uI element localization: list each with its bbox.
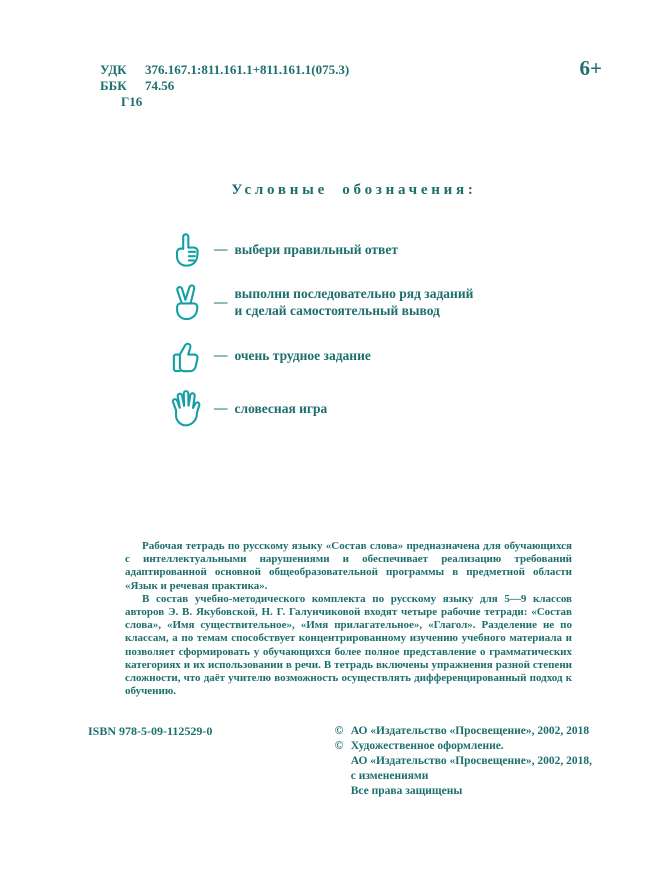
thumbs-up-hand-icon <box>168 335 212 375</box>
copyright-text: с изменениями <box>350 770 429 783</box>
copyright-line <box>335 739 592 754</box>
bbk-label: ББК <box>100 78 127 93</box>
legend-dash: — <box>214 294 228 309</box>
legend-label-line2: и сделай самостоятельный вывод <box>234 303 440 318</box>
book-author-code: Г16 <box>121 94 143 109</box>
bbk-value: 74.56 <box>145 78 175 93</box>
copyright-symbol: © <box>334 725 344 738</box>
annotation-paragraph: В состав учебно-методического комплекта по русскому языку для 5—9 классов авторов Э. В. Якубовской, Н. Г. Галунчиковой входят четыре рабочие тетради: «Состав слова», «Имя существительное», «Имя прилагательное», «Глагол». Разделение не по классам, а по темам способствует концентрированному изучению учебного материала и позволяет сформировать у обучающихся более полное представление о грамматических категориях и их использовании в речи. В тетрадь включены упражнения разной степени сложности, что даёт учителю возможность осуществлять дифференцированный подход к обучению. <box>125 592 572 698</box>
legend-dash: — <box>214 241 228 256</box>
isbn-text: ISBN 978-5-09-112529-0 <box>88 724 213 739</box>
age-rating-badge: 6+ <box>579 56 602 80</box>
legend-item <box>168 384 592 432</box>
copyright-symbol <box>335 754 351 769</box>
copyright-symbol <box>335 769 351 784</box>
udk-label: УДК <box>100 62 127 77</box>
copyright-symbol: © <box>334 740 344 753</box>
legend-list <box>168 225 592 432</box>
open-palm-hand-icon <box>168 388 212 428</box>
legend-label: выбери правильный ответ <box>234 241 398 257</box>
copyright-symbol <box>335 784 351 799</box>
copyright-text: Художественное оформление. <box>350 740 504 753</box>
legend-dash: — <box>214 400 228 415</box>
copyright-line <box>335 754 592 769</box>
copyright-line <box>335 724 592 739</box>
copyright-block <box>335 724 592 799</box>
legend-label: выполни последовательно ряд заданий <box>234 286 474 301</box>
legend-item <box>168 225 592 273</box>
bbk-line <box>100 78 592 94</box>
legend-item <box>168 278 592 326</box>
udk-value: 376.167.1:811.161.1+811.161.1(075.3) <box>145 62 350 77</box>
bibliographic-codes <box>100 62 592 110</box>
legend-dash: — <box>214 347 228 362</box>
udk-line <box>100 62 592 78</box>
annotation <box>125 540 572 698</box>
legend-item <box>168 331 592 379</box>
legend-label: словесная игра <box>234 400 328 416</box>
copyright-text: АО «Издательство «Просвещение», 2002, 2018, <box>350 755 592 768</box>
copyright-text: Все права защищены <box>350 785 463 798</box>
legend-label: очень трудное задание <box>234 347 371 363</box>
legend-title: Условные обозначения: <box>231 182 477 198</box>
copyright-line <box>335 769 592 784</box>
annotation-paragraph: Рабочая тетрадь по русскому языку «Состав слова» предназначена для обучающихся с интеллектуальными нарушениями и обеспечивает реализацию требований адаптированной основной общеобразовательной программы в предметной области «Язык и речевая практика». <box>125 540 572 592</box>
copyright-text: АО «Издательство «Просвещение», 2002, 2018 <box>350 725 590 738</box>
copyright-line <box>335 784 592 799</box>
pointing-finger-hand-icon <box>168 229 212 269</box>
victory-fingers-hand-icon <box>168 282 212 322</box>
imprint-footer <box>88 724 592 799</box>
